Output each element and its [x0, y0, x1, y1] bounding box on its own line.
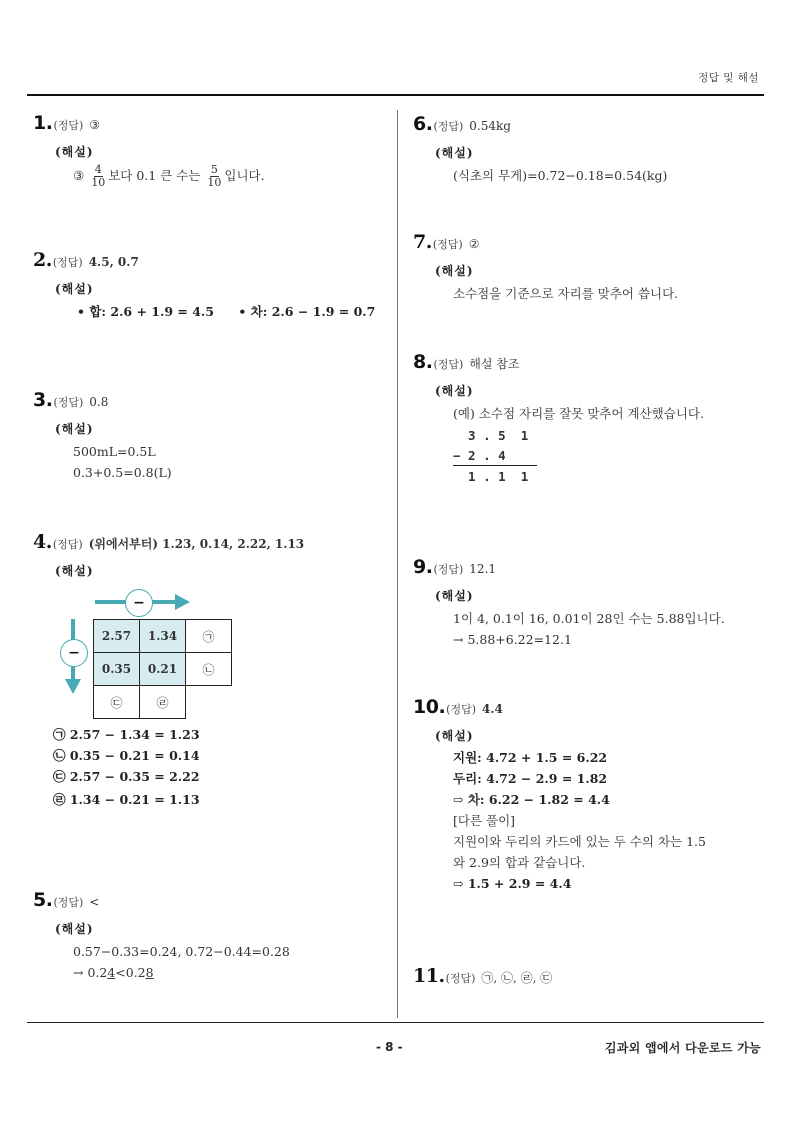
question-4-explanation: [53, 725, 200, 808]
answer-value: ②: [468, 237, 480, 251]
answer-label: (정답): [445, 972, 476, 985]
explanation-label: (해설): [435, 589, 474, 603]
question-number: 2.: [33, 249, 52, 271]
explanation-line: (식초의 무게)=0.72−0.18=0.54(kg): [453, 168, 668, 183]
answer-label: (정답): [432, 238, 463, 251]
question-number: 11.: [413, 965, 445, 987]
question-4: [33, 531, 304, 579]
explanation-line: 와 2.9의 합과 같습니다.: [453, 855, 586, 870]
answer-label: (정답): [52, 538, 83, 551]
grid-cell: ㉡: [186, 653, 232, 686]
explanation-line: 0.57−0.33=0.24, 0.72−0.44=0.28: [73, 944, 290, 959]
minus-operator-icon: −: [60, 639, 88, 667]
question-6: [413, 113, 667, 184]
question-5: [33, 889, 290, 981]
explanation-line: • 합: 2.6 + 1.9 = 4.5 • 차: 2.6 − 1.9 = 0.7: [77, 304, 376, 319]
grid-cell: ㉢: [94, 686, 140, 719]
fraction: $\frac{4}{10}$: [91, 163, 106, 189]
grid-cell-empty: [186, 686, 232, 719]
answer-label: (정답): [53, 896, 84, 909]
explanation-line: ③ $\frac{4}{10}$ 보다 0.1 큰 수는 $\frac{5}{10}$ 입니다.: [73, 163, 265, 189]
column-subtraction: [453, 425, 704, 487]
explanation-line: 0.3+0.5=0.8(L): [73, 465, 172, 480]
page-header-title: 정답 및 해설: [698, 72, 759, 84]
answer-label: (정답): [446, 703, 477, 716]
explanation-line: ⇨ 차: 6.22 − 1.82 = 4.4: [453, 792, 610, 807]
explanation-line: (예) 소수점 자리를 잘못 맞추어 계산했습니다.: [453, 406, 704, 421]
explanation-line: → 5.88+6.22=12.1: [453, 632, 572, 647]
header-rule: [27, 94, 764, 96]
column-divider: [397, 110, 398, 1018]
explanation-line: ㉡ 0.35 − 0.21 = 0.14: [53, 748, 200, 763]
explanation-line: 지원: 4.72 + 1.5 = 6.22: [453, 750, 608, 765]
explanation-label: (해설): [435, 264, 474, 278]
question-number: 7.: [413, 231, 432, 253]
explanation-line: ㉢ 2.57 − 0.35 = 2.22: [53, 769, 200, 784]
answer-value: 0.54kg: [469, 119, 511, 133]
question-number: 4.: [33, 531, 52, 553]
explanation-label: (해설): [435, 729, 474, 743]
grid-cell: 1.34: [140, 620, 186, 653]
question-7: [413, 231, 678, 302]
question-10: [413, 696, 706, 892]
explanation-line: [다른 풀이]: [453, 813, 516, 828]
explanation-line: 지원이와 두리의 카드에 있는 두 수의 차는 1.5: [453, 834, 706, 849]
answer-value: <: [89, 895, 100, 909]
question-number: 9.: [413, 556, 433, 578]
answer-label: (정답): [433, 358, 464, 371]
answer-value: 4.4: [482, 702, 503, 716]
calc-row: − 2 . 4: [453, 446, 537, 466]
explanation-line: → 0.24<0.28: [73, 965, 154, 980]
answer-value: 12.1: [469, 562, 497, 576]
answer-label: (정답): [53, 119, 84, 132]
answer-value: 0.8: [89, 395, 109, 409]
explanation-line: 두리: 4.72 − 2.9 = 1.82: [453, 771, 608, 786]
footer-note: 김과외 앱에서 다운로드 가능: [604, 1041, 761, 1055]
answer-value: ③: [89, 118, 101, 132]
minus-operator-icon: −: [125, 589, 153, 617]
grid-cell: ㉠: [186, 620, 232, 653]
answer-value: ㉠, ㉡, ㉣, ㉢: [481, 971, 553, 985]
explanation-line: ⇨ 1.5 + 2.9 = 4.4: [453, 876, 572, 891]
question-number: 6.: [413, 113, 433, 135]
explanation-label: (해설): [55, 922, 94, 936]
explanation-label: (해설): [435, 384, 474, 398]
question-2: [33, 249, 375, 320]
answer-label: (정답): [52, 256, 83, 269]
explanation-line: 1이 4, 0.1이 16, 0.01이 28인 수는 5.88입니다.: [453, 611, 725, 626]
answer-value: 해설 참조: [469, 357, 520, 371]
question-number: 8.: [413, 351, 433, 373]
explanation-label: (해설): [55, 564, 94, 578]
answer-label: (정답): [433, 563, 464, 576]
grid-cell: ㉣: [140, 686, 186, 719]
explanation-label: (해설): [55, 422, 94, 436]
answer-value: 4.5, 0.7: [88, 255, 139, 269]
answer-label: (정답): [53, 396, 84, 409]
explanation-line: ㉠ 2.57 − 1.34 = 1.23: [53, 727, 200, 742]
question-1: [33, 112, 265, 189]
grid-cell: 2.57: [94, 620, 140, 653]
question-9: [413, 556, 725, 648]
question-number: 1.: [33, 112, 53, 134]
fraction: $\frac{5}{10}$: [207, 163, 222, 189]
explanation-line: ㉣ 1.34 − 0.21 = 1.13: [53, 792, 200, 807]
question-11: [413, 965, 552, 987]
explanation-label: (해설): [55, 145, 94, 159]
grid-cell: 0.21: [140, 653, 186, 686]
explanation-line: 소수점을 기준으로 자리를 맞추어 씁니다.: [453, 286, 679, 301]
explanation-line: 500mL=0.5L: [73, 444, 156, 459]
explanation-label: (해설): [55, 282, 94, 296]
question-number: 5.: [33, 889, 53, 911]
question-3: [33, 389, 172, 481]
question-8: [413, 351, 704, 487]
answer-label: (정답): [433, 120, 464, 133]
grid-cell: 0.35: [94, 653, 140, 686]
calc-result-row: 1 . 1 1: [453, 469, 529, 484]
subtraction-grid-diagram: [55, 586, 245, 721]
answer-value: (위에서부터) 1.23, 0.14, 2.22, 1.13: [88, 537, 305, 551]
number-grid: [93, 619, 232, 719]
explanation-label: (해설): [435, 146, 474, 160]
calc-row: 3 . 5 1: [453, 428, 529, 443]
choice-marker: ③: [73, 168, 85, 183]
question-number: 3.: [33, 389, 53, 411]
question-number: 10.: [413, 696, 446, 718]
footer-rule: [27, 1022, 764, 1023]
page-number: - 8 -: [376, 1040, 403, 1054]
